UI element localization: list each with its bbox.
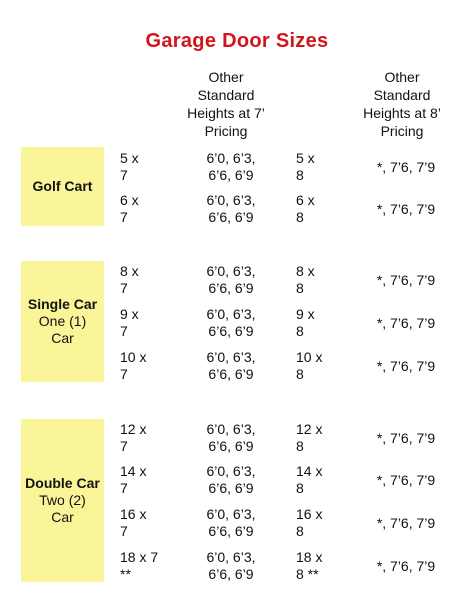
table-row [0,192,474,228]
heights-7ft: 6’0, 6’3, 6’6, 6’9 [206,150,256,183]
heights-7ft: 6’0, 6’3, 6’6, 6’9 [206,263,256,296]
size-8ft: 9 x 8 [296,306,315,339]
heights-7ft: 6’0, 6’3, 6’6, 6’9 [206,421,256,454]
heights-8ft: *, 7’6, 7’9 [376,430,436,446]
table-row [0,506,474,542]
table-row [0,306,474,342]
group-name: Double Car [25,475,100,491]
table-row [0,349,474,385]
size-7ft: 14 x 7 [120,463,147,496]
heights-7ft: 6’0, 6’3, 6’6, 6’9 [206,506,256,539]
heights-8ft: *, 7’6, 7’9 [376,358,436,374]
header-line: Standard [197,87,255,103]
size-7ft: 16 x 7 [120,506,147,539]
size-8ft: 5 x 8 [296,150,315,183]
heights-7ft: 6’0, 6’3, 6’6, 6’9 [206,192,256,225]
header-line: Heights at 7’ [187,105,265,121]
heights-7ft: 6’0, 6’3, 6’6, 6’9 [206,463,256,496]
size-8ft: 18 x 8 ** [296,549,323,582]
size-7ft: 8 x 7 [120,263,139,296]
heights-7ft: 6’0, 6’3, 6’6, 6’9 [206,549,256,582]
table-row [0,463,474,499]
header-line: Heights at 8’ [363,105,441,121]
size-7ft: 12 x 7 [120,421,147,454]
size-8ft: 16 x 8 [296,506,323,539]
heights-8ft: *, 7’6, 7’9 [376,272,436,288]
header-heights-8ft [346,68,458,140]
group-subtitle: One (1) [38,313,87,329]
heights-8ft: *, 7’6, 7’9 [376,201,436,217]
heights-8ft: *, 7’6, 7’9 [376,159,436,175]
page-title: Garage Door Sizes [145,30,329,52]
size-8ft: 12 x 8 [296,421,323,454]
group-subtitle: Two (2) [39,492,86,508]
size-8ft: 10 x 8 [296,349,323,382]
header-line: Pricing [380,123,424,139]
heights-7ft: 6’0, 6’3, 6’6, 6’9 [206,349,256,382]
table-row [0,150,474,186]
size-8ft: 8 x 8 [296,263,315,296]
size-7ft: 5 x 7 [120,150,139,183]
header-line: Other [208,69,244,85]
group-name: Single Car [27,296,98,312]
size-7ft: 18 x 7 ** [120,549,159,582]
group-subtitle: Car [51,330,74,346]
size-7ft: 9 x 7 [120,306,139,339]
heights-8ft: *, 7’6, 7’9 [376,515,436,531]
header-heights-7ft [170,68,282,140]
size-7ft: 6 x 7 [120,192,139,225]
size-7ft: 10 x 7 [120,349,147,382]
heights-7ft: 6’0, 6’3, 6’6, 6’9 [206,306,256,339]
header-line: Standard [373,87,431,103]
group-name: Golf Cart [32,178,93,194]
table-row [0,421,474,457]
table-row [0,549,474,585]
heights-8ft: *, 7’6, 7’9 [376,472,436,488]
size-8ft: 6 x 8 [296,192,315,225]
heights-8ft: *, 7’6, 7’9 [376,558,436,574]
header-line: Other [384,69,420,85]
heights-8ft: *, 7’6, 7’9 [376,315,436,331]
size-8ft: 14 x 8 [296,463,323,496]
group-subtitle: Car [51,509,74,525]
header-line: Pricing [204,123,248,139]
table-row [0,263,474,299]
